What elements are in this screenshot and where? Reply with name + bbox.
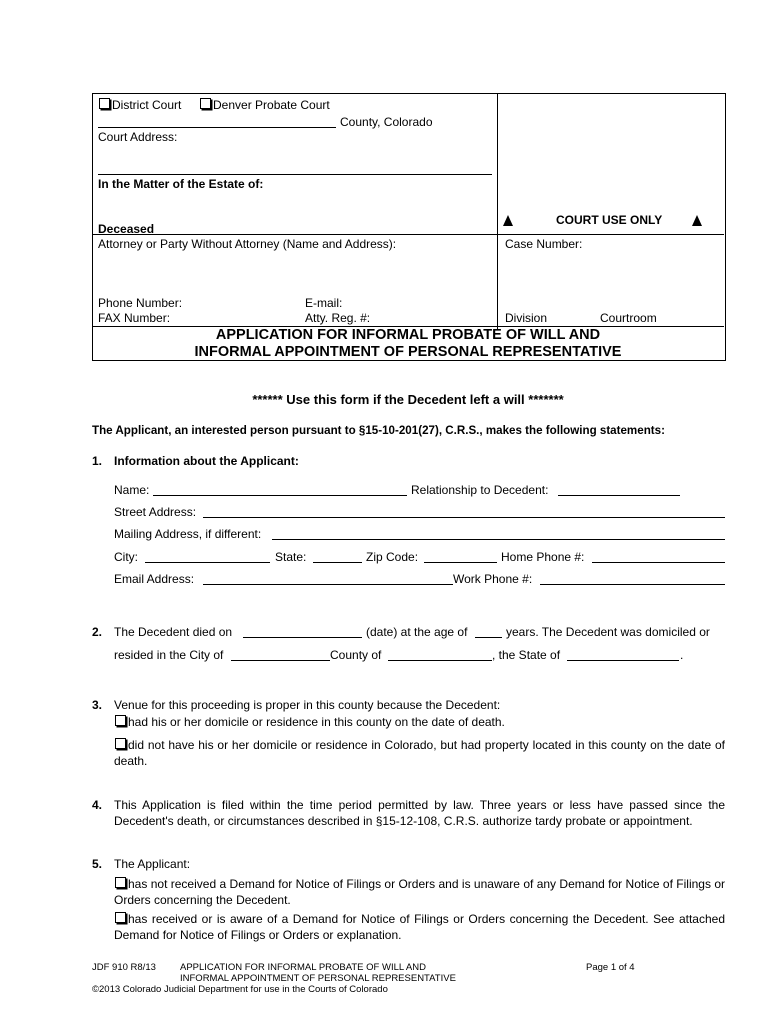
- county-of-label: County of: [330, 648, 382, 662]
- email-address-label: Email Address:: [114, 572, 195, 586]
- attorney-label: Attorney or Party Without Attorney (Name and Address):: [98, 237, 397, 251]
- city-label: City:: [114, 550, 138, 564]
- county-colorado-label: County, Colorado: [340, 115, 433, 129]
- property-county-option: [114, 737, 725, 769]
- home-phone-label: Home Phone #:: [501, 550, 585, 564]
- relationship-label: Relationship to Decedent:: [411, 483, 549, 497]
- work-phone-label: Work Phone #:: [453, 572, 533, 586]
- zip-code-label: Zip Code:: [366, 550, 419, 564]
- not-received-demand-option: [114, 876, 725, 908]
- name-field[interactable]: [153, 495, 407, 496]
- denver-probate-court-label: Denver Probate Court: [213, 98, 330, 112]
- mailing-address-field[interactable]: [272, 539, 725, 540]
- section-2-number: 2.: [92, 625, 103, 639]
- not-received-demand-text: has not received a Demand for Notice of Filings or Orders and is unaware of any Demand for Notice of Filings or Orders concerning the Decedent.: [114, 877, 725, 907]
- up-triangle-icon: [692, 215, 702, 226]
- received-demand-text: has received or is aware of a Demand for Notice of Filings or Orders concerning the Decedent. See attached Demand for Notice of Filings or Orders or explanation.: [114, 912, 725, 942]
- case-number-label: Case Number:: [505, 237, 583, 251]
- applicant-text: The Applicant:: [114, 857, 191, 871]
- time-period-text: This Application is filed within the time period permitted by law. Three years or less have passed since the Decedent's death, or circumstances described in §15-12-108, C.R.S. authorize tardy probate or appointment.: [114, 798, 725, 828]
- mailing-address-label: Mailing Address, if different:: [114, 527, 262, 541]
- state-label: State:: [275, 550, 307, 564]
- matter-blank-line[interactable]: [98, 174, 492, 175]
- county-of-field[interactable]: [388, 660, 492, 661]
- section-2-period: .: [680, 648, 684, 662]
- street-address-label: Street Address:: [114, 505, 197, 519]
- district-court-label: District Court: [112, 98, 182, 112]
- fax-number-label: FAX Number:: [98, 311, 171, 325]
- property-county-option-text: did not have his or her domicile or residence in Colorado, but had property located in this county on the date of death.: [114, 738, 725, 768]
- up-triangle-icon: [503, 215, 513, 226]
- form-title-line-2: INFORMAL APPOINTMENT OF PERSONAL REPRESENTATIVE: [194, 344, 622, 360]
- court-use-only-label: COURT USE ONLY: [556, 213, 663, 227]
- division-label: Division: [505, 311, 548, 325]
- section-5-number: 5.: [92, 857, 103, 871]
- matter-label: In the Matter of the Estate of:: [98, 177, 264, 191]
- name-label: Name:: [114, 483, 150, 497]
- footer-title-1: APPLICATION FOR INFORMAL PROBATE OF WILL AND: [180, 962, 426, 973]
- city-field[interactable]: [145, 562, 270, 563]
- section-1-heading: Information about the Applicant:: [114, 454, 299, 468]
- work-phone-field[interactable]: [540, 584, 725, 585]
- atty-reg-label: Atty. Reg. #:: [305, 311, 371, 325]
- form-title-line-1: APPLICATION FOR INFORMAL PROBATE OF WILL AND: [215, 327, 601, 343]
- section-3-number: 3.: [92, 698, 103, 712]
- city-of-field[interactable]: [231, 660, 330, 661]
- email-address-field[interactable]: [203, 584, 453, 585]
- resided-city-label: resided in the City of: [114, 648, 224, 662]
- domicile-county-option: had his or her domicile or residence in this county on the date of death.: [128, 715, 505, 729]
- deceased-label: Deceased: [98, 222, 155, 236]
- date-age-label: (date) at the age of: [366, 625, 468, 639]
- death-date-field[interactable]: [243, 637, 362, 638]
- home-phone-field[interactable]: [592, 562, 725, 563]
- domicile-county-checkbox[interactable]: [115, 715, 126, 726]
- years-domiciled-label: years. The Decedent was domiciled or: [506, 625, 710, 639]
- caption-divider-court: [92, 234, 724, 235]
- venue-text: Venue for this proceeding is proper in this county because the Decedent:: [114, 698, 501, 712]
- use-form-note: ****** Use this form if the Decedent left a will *******: [252, 392, 564, 407]
- email-label: E-mail:: [305, 296, 343, 310]
- age-field[interactable]: [475, 637, 502, 638]
- died-on-label: The Decedent died on: [114, 625, 233, 639]
- state-field[interactable]: [313, 562, 362, 563]
- footer-form-id: JDF 910 R8/13: [92, 962, 156, 973]
- state-of-field[interactable]: [567, 660, 679, 661]
- state-of-label: , the State of: [492, 648, 561, 662]
- form-title: [92, 327, 724, 361]
- denver-probate-court-checkbox[interactable]: [200, 98, 211, 109]
- section-1-number: 1.: [92, 454, 103, 468]
- court-address-label: Court Address:: [98, 130, 178, 144]
- district-court-checkbox[interactable]: [99, 98, 110, 109]
- applicant-intro: The Applicant, an interested person pursuant to §15-10-201(27), C.R.S., makes the following statements:: [92, 424, 665, 437]
- relationship-field[interactable]: [558, 495, 680, 496]
- zip-code-field[interactable]: [424, 562, 497, 563]
- footer-copyright: ©2013 Colorado Judicial Department for use in the Courts of Colorado: [92, 984, 388, 995]
- received-demand-option: [114, 911, 725, 943]
- courtroom-label: Courtroom: [600, 311, 657, 325]
- county-blank[interactable]: [98, 127, 336, 128]
- section-4-number: 4.: [92, 798, 103, 812]
- street-address-field[interactable]: [203, 517, 725, 518]
- footer-title-2: INFORMAL APPOINTMENT OF PERSONAL REPRESENTATIVE: [180, 973, 456, 984]
- phone-number-label: Phone Number:: [98, 296, 183, 310]
- caption-divider-vertical: [497, 93, 498, 329]
- footer-page-number: Page 1 of 4: [586, 962, 635, 973]
